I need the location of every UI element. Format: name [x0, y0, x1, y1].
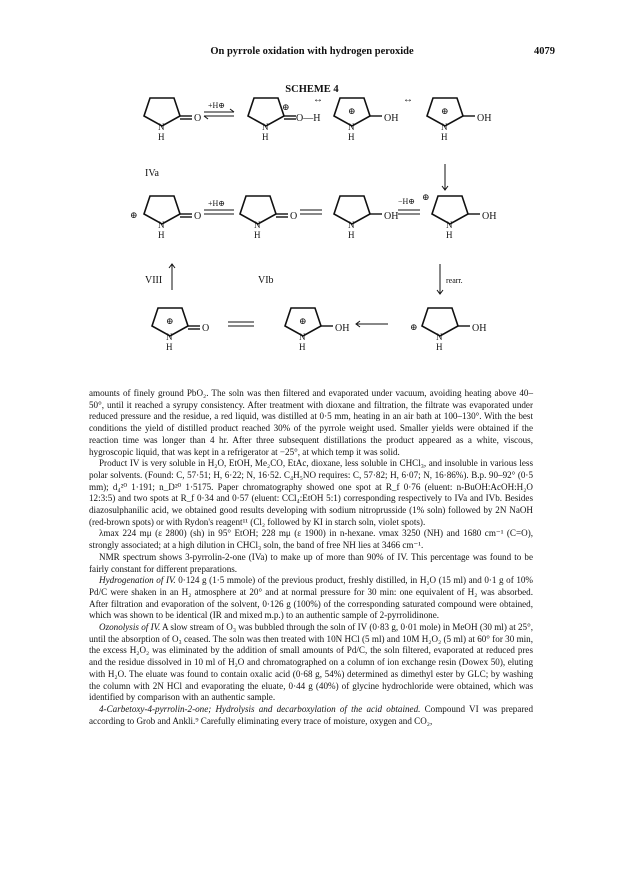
arrow-down-right	[442, 164, 448, 190]
atom-H: H	[348, 230, 355, 240]
arrow-down-rearr	[437, 264, 463, 294]
atom-OH: OH	[335, 323, 350, 334]
resonance-arrow: ↔	[313, 94, 323, 105]
article-body	[89, 388, 533, 727]
equilibrium-arrow	[398, 197, 420, 214]
atom-N: N	[446, 220, 453, 230]
arrow-up-left	[169, 264, 175, 290]
scheme-title: SCHEME 4	[285, 84, 339, 95]
page-number: 4079	[534, 46, 555, 57]
atom-N: N	[299, 332, 306, 342]
atom-N: N	[158, 220, 165, 230]
running-title: On pyrrole oxidation with hydrogen peroxide	[210, 46, 414, 57]
paragraph-text: λmax 224 mμ (ε 2800) (sh) in 95° EtOH; 228 mμ (ε 1900) in n-hexane. νmax 3250 (NH) and 1680 cm⁻¹ (C=O), strongly associated; at a high dilution in CHCl₃ soln, the band of free NH lies at 3466 cm⁻¹.	[89, 528, 533, 551]
plus-charge: ⊕	[410, 322, 418, 332]
paragraph	[89, 458, 533, 528]
paragraph-text: Compound VI was prepared according to Grob and Ankli.⁹ Carefully eliminating every trace of moisture, oxygen and CO₂,	[89, 703, 533, 726]
atom-O-H: O—H	[296, 113, 321, 124]
structure-N-cation-OH	[410, 308, 486, 352]
plus-charge: ⊕	[299, 316, 307, 326]
label-rearr: rearr.	[446, 276, 463, 285]
structure-cation-OH	[285, 308, 349, 352]
equilibrium-arrow	[300, 210, 322, 214]
atom-N: N	[348, 220, 355, 230]
arrow-label-plus-h: +H⊕	[208, 199, 225, 208]
atom-H: H	[446, 230, 453, 240]
atom-OH: OH	[482, 211, 497, 222]
atom-H: H	[158, 230, 165, 240]
paragraph-text: Product IV is very soluble in H₂O, EtOH, Me₂CO, EtAc, dioxane, less soluble in CHCl₃, and insoluble in various less polar solvents. (Found: C, 57·51; H, 6·22; N, 16·52. C₄H₅NO requires: C, 57·82; H, 6·07; N, 16·86%). B.p. 90–92° (0·5 mm); d₄²⁰ 1·191; n_D²⁰ 1·5175. Paper chromatography showed one spot at R_f 0·76 (eluent: n-BuOH:AcOH:H₂O 12:3:5) and two spots at R_f 0·34 and 0·57 (eluent: CCl₄:EtOH 5:1) corresponding respectively to IVa and IVb. Besides diazosulphanilic acid, we obtained good results developing with sodium nitroprusside (1% soln) followed by 2N NaOH (red-brown spots) or with Rydon's reagent¹¹ (Cl₂ followed by KI in starch soln, violet spots).	[89, 458, 533, 527]
atom-O: O	[194, 113, 202, 124]
atom-N: N	[348, 122, 355, 132]
plus-charge: ⊕	[282, 102, 290, 112]
paragraph	[89, 704, 533, 727]
paragraph	[89, 575, 533, 622]
atom-H: H	[254, 230, 261, 240]
structure-protonated-oxygen	[248, 98, 320, 142]
paragraph	[89, 552, 533, 575]
atom-N: N	[436, 332, 443, 342]
paragraph-text: NMR spectrum shows 3-pyrrolin-2-one (IVa) to make up of more than 90% of IV. This percentage was found to be fairly constant for different preparations.	[89, 551, 533, 574]
equilibrium-arrow	[204, 199, 234, 214]
paragraph-text: A slow stream of O₃ was bubbled through the soln of IV (0·83 g, 0·01 mole) in MeOH (30 ml) at 25°, until the absorption of O₃ ceased. The soln was then treated with 10N HCl (5 ml) and 10M H₂O₂ (5 ml) at 60° for 30 min, the excess H₂O₂ was eliminated by the addition of small amounts of Pd/C, the soln filtered, evaporated at reduced pres and the residue dissolved in 10 ml of H₂O and chromatographed on a column of ion exchange resin (Dowex 50), eluting with H₂O. The eluate was found to contain oxalic acid (0·68 g, 54%) determined as dimethyl ester by GLC; by washing the column with 2N HCl and evaporating the eluate, 0·44 g (40%) of glycine hydrochloride were obtained, which was identified by comparison with an authentic sample.	[89, 622, 534, 703]
atom-O: O	[290, 211, 298, 222]
atom-H: H	[436, 342, 443, 352]
atom-H: H	[348, 132, 355, 142]
plus-charge: ⊕	[130, 210, 138, 220]
paragraph	[89, 388, 533, 458]
section-lead: Ozonolysis of IV.	[99, 622, 161, 633]
structure-VIb-lactam	[240, 196, 297, 240]
paragraph	[89, 622, 533, 704]
section-lead: 4-Carbetoxy-4-pyrrolin-2-one; Hydrolysis and decarboxylation of the acid obtained.	[99, 703, 421, 714]
plus-charge: ⊕	[348, 106, 356, 116]
section-lead: Hydrogenation of IV.	[99, 575, 176, 586]
resonance-arrow: ↔	[403, 94, 413, 105]
structure-cation-lactam	[130, 196, 201, 240]
atom-H: H	[299, 342, 306, 352]
atom-N: N	[254, 220, 261, 230]
atom-N: N	[441, 122, 448, 132]
running-header	[0, 46, 624, 62]
paragraph-text: 0·124 g (1·5 mmole) of the previous product, freshly distilled, in H₂O (15 ml) and 0·1 g of 10% Pd/C were shaken in an H₂ atmosphere at 20° and at normal pressure for 30 min: one equivalent of H₂ was absorbed. After filtration and evaporation of the solvent, 0·126 g (100%) of the corresponding saturated compound were obtained, which was shown to be identical (IR and mixed m.p.) to an authentic sample of 2-pyrrolidinone.	[89, 575, 533, 621]
plus-charge: ⊕	[441, 106, 449, 116]
structure-cation-hydroxy	[422, 192, 496, 240]
atom-OH: OH	[477, 113, 492, 124]
atom-H: H	[166, 342, 173, 352]
atom-H: H	[441, 132, 448, 142]
atom-N: N	[158, 122, 165, 132]
atom-OH: OH	[384, 211, 399, 222]
paragraph	[89, 528, 533, 551]
arrow-label-plus-h: +H⊕	[208, 101, 225, 110]
structure-VIII	[152, 308, 209, 352]
structure-cation-ring	[427, 98, 491, 142]
reaction-arrow-left	[356, 321, 388, 327]
atom-OH: OH	[472, 323, 487, 334]
equilibrium-arrow	[228, 322, 254, 326]
atom-N: N	[166, 332, 173, 342]
structure-cation-N	[334, 98, 398, 142]
atom-H: H	[262, 132, 269, 142]
label-IVa: IVa	[145, 168, 159, 179]
label-VIb: VIb	[258, 275, 274, 286]
plus-charge: ⊕	[166, 316, 174, 326]
structure-IV-lactam	[144, 98, 201, 142]
atom-O: O	[194, 211, 202, 222]
equilibrium-arrow	[204, 101, 234, 119]
plus-charge: ⊕	[422, 192, 430, 202]
reaction-scheme	[0, 78, 624, 378]
arrow-label-minus-h: −H⊕	[398, 197, 415, 206]
atom-N: N	[262, 122, 269, 132]
atom-H: H	[158, 132, 165, 142]
structure-hydroxypyrrole	[334, 196, 398, 240]
label-VIII: VIII	[145, 275, 163, 286]
paragraph-text: amounts of finely ground PbO₂. The soln was then filtered and evaporated under vacuum, avoiding heating above 40–50°, until it reached a syrupy consistency. After treatment with dioxane and filtration, the filtrate was evaporated under reduced pressure and the residue, a red liquid, was distilled at 0·5 mm, heating in an air bath at 100–130°. With the best conditions the yield of distilled product reached 30% of the pyrrole weight used. Smaller yields were obtained if the reaction time was longer than 4 hr. After three subsequent distillations the product appeared as a white, viscous, hygroscopic liquid, that was kept in a refrigerator at −25°, at which temp it was solid.	[89, 388, 533, 457]
atom-OH: OH	[384, 113, 399, 124]
atom-O: O	[202, 323, 210, 334]
